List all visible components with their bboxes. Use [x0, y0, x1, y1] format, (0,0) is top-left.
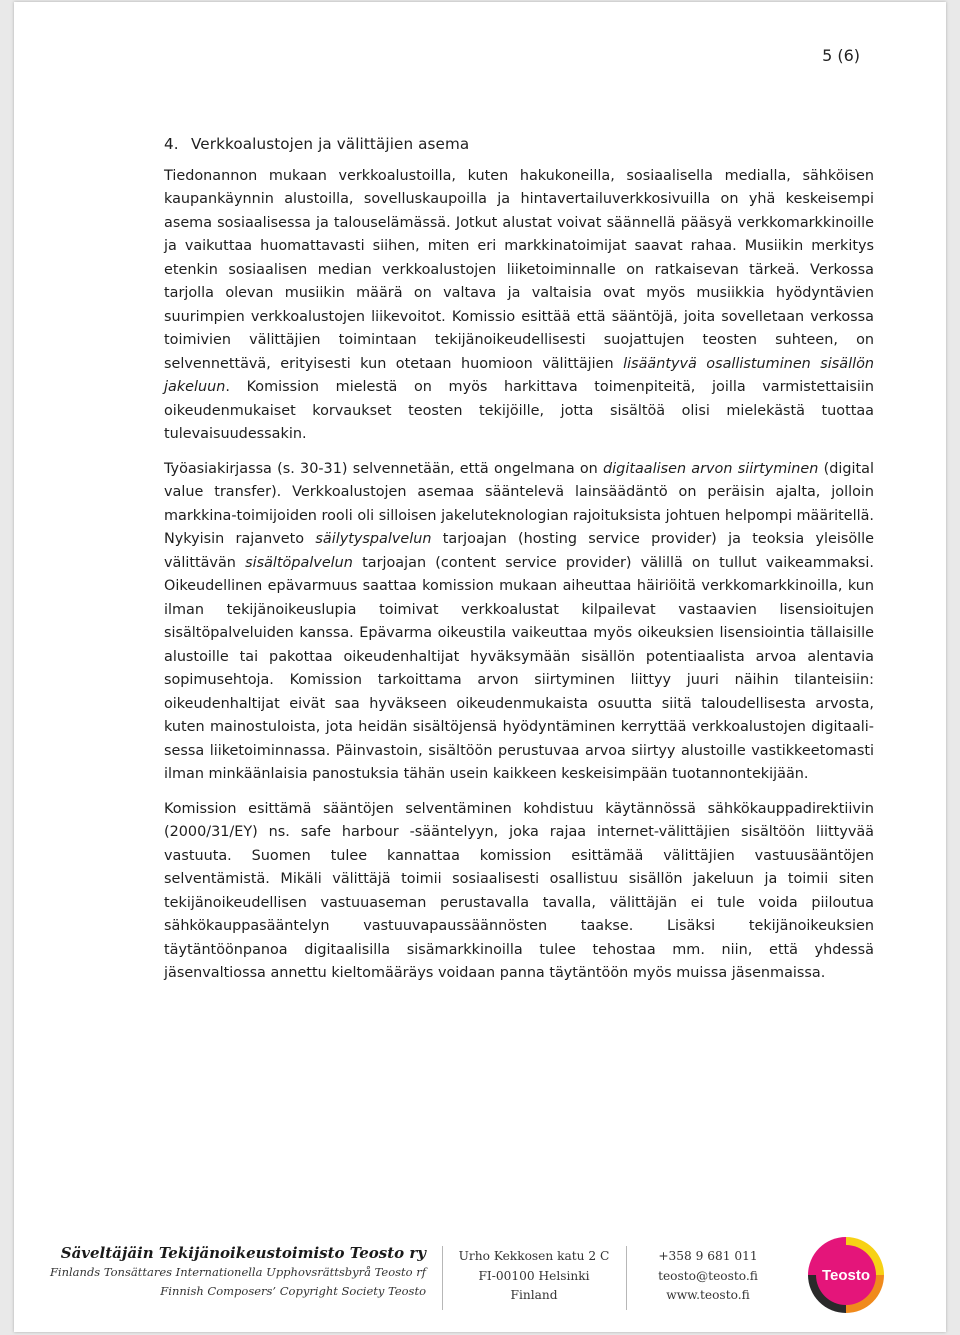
emphasis-run: sisältöpalvelun: [245, 554, 353, 571]
organization-name-swedish: Finlands Tonsättares Internationella Upphovsrättsbyrå Teosto rf: [49, 1265, 426, 1279]
address-street: Urho Kekkosen katu 2 C: [458, 1249, 610, 1263]
website-link[interactable]: www.teosto.fi: [666, 1288, 750, 1302]
address-postal: FI-00100 Helsinki: [478, 1268, 590, 1283]
organization-name: Säveltäjäin Tekijänoikeustoimisto Teosto ry: [60, 1244, 426, 1262]
section-title: Verkkoalustojen ja välittäjien asema: [191, 135, 470, 153]
text-run: tarjoajan (content service provider) välillä on tullut vaikeammaksi. Oikeudellinen epävarmuus saattaa komission mukaan aiheuttaa häiriöitä verkkomarkkinoilla, kun ilman tekijänoikeuslupia toimivat verkkoalustat kilpailevat vastaavien lisensioitujen sisältöpalveluiden kanssa. Epävarma oikeustila vaikeuttaa myös oikeuksien lisensiointia tällaisille alustoille tai pakottaa oikeudenhaltijat hyväksymään sisällön potentiaalista arvoa alentavia sopimusehtoja. Komission tarkoittama arvon siirtyminen liittyy juuri näihin tilanteisiin: oikeudenhaltijat eivät saa hyväkseen oikeudenmukaista osuutta siitä taloudellisesta arvosta, kuten mainostuloista, jota heidän sisältöjensä hyödyntäminen kerryttää verkkoalustojen digitaalisessa liiketoiminnassa. Päinvastoin, sisältöön perustuvaa arvoa siirtyy alustoille vastikkeetomasti ilman minkäänlaisia panostuksia tähän usein kaikkeen keskeisimpään tuotannontekijään.: [164, 554, 874, 782]
letterhead-footer: [14, 1240, 946, 1320]
document-body: [164, 133, 874, 997]
address-country: Finland: [510, 1288, 558, 1302]
document-page: [14, 2, 946, 1332]
section-heading: [164, 133, 874, 157]
email-address[interactable]: teosto@teosto.fi: [658, 1268, 758, 1283]
organization-name-english: Finnish Composers’ Copyright Society Teosto: [160, 1284, 426, 1298]
emphasis-run: säilytyspalvelun: [315, 531, 432, 547]
phone-number: +358 9 681 011: [658, 1249, 758, 1263]
contact-info: [628, 1247, 788, 1306]
logo-text: Teosto: [821, 1267, 871, 1284]
footer-divider: [442, 1246, 443, 1310]
section-number: 4.: [164, 135, 179, 153]
text-run: Komission esittämä sääntöjen selventäminen kohdistuu käytännössä sähkökauppadirektiivin (2000/31/EY) ns. safe harbour -sääntelyyn, joka rajaa internet-välittäjien sisältöön liittyvää vastuuta. Suomen tulee kannattaa komission esittämää välittäjien vastuusääntöjen selventämistä. Mikäli välittäjä toimii sosiaalisesti osallistuu sisällön jakeluun ja toimii siten tekijänoikeudellisen vastuuaseman perustavalla tavalla, välittäjän ei tule voida piiloutua sähkökauppasääntelyn vastuuvapaussäännösten taakse. Lisäksi tekijänoikeuksien täytäntöönpanoa digitaalisilla sisämarkkinoilla tulee tehostaa mm. niin, että yhdessä jäsenvaltiossa annettu kieltomääräys voidaan panna täytäntöön myös muissa jäsenmaissa.: [164, 800, 874, 981]
postal-address: [444, 1247, 624, 1306]
emphasis-run: lisääntyvä osallistuminen sisällön jakeluun: [164, 355, 874, 395]
footer-divider: [626, 1246, 627, 1310]
text-run: . Komission mielestä on myös harkittava toimenpiteitä, joilla varmistettaisiin oikeudenmukaiset korvaukset teosten tekijöille, jotta sisältöä olisi mielekästä tuottaa tulevaisuudessakin.: [164, 379, 874, 442]
text-run: (digital value transfer). Verkkoalustojen asemaa sääntelevä lainsäädäntö on peräisin ajalta, jolloin markkina-toimijoiden rooli oli silloisen jakeluteknologian rajoituksista johtuen helpompi määritellä. Nykyisin rajanveto: [164, 460, 874, 547]
organization-names: [50, 1243, 426, 1301]
paragraph-3: [164, 798, 874, 986]
emphasis-run: digitaalisen arvon siirtyminen: [603, 460, 819, 477]
text-run: tarjoajan (hosting service provider) ja teoksia yleisölle välittävän: [164, 531, 875, 571]
text-run: Työasiakirjassa (s. 30-31) selvennetään, että ongelmana on: [164, 460, 604, 477]
text-run: Tiedonannon mukaan verkkoalustoilla, kuten hakukoneilla, sosiaalisella medialla, sähköisen kaupankäynnin alustoilla, sovelluskaupoilla ja hintavertailuverkkosivuilla on yhä keskeisempi asema sosiaalisessa ja talouselämässä. Jotkut alustat voivat säännellä pääsyä verkkomarkkinoille ja vaikuttaa huomattavasti siihen, miten eri markkinatoimijat saavat rahaa. Musiikin merkitys etenkin sosiaalisen median verkkoalustojen liiketoiminnalle on ratkaisevan tärkeä. Verkossa tarjolla olevan musiikin määrä on valtava ja valtaisia ovat myös musiikkia hyödyntävien suurimpien verkkoalustojen liikevoitot. Komissio esittää että sääntöjä, joita sovelletaan verkossa toimivien välittäjien toimintaan tekijänoikeudellisesti suojattujen teosten suhteen, on selvennettävä, erityisesti kun otetaan huomioon välittäjien: [164, 167, 874, 372]
page-number: 5 (6): [822, 46, 860, 65]
paragraph-1: [164, 165, 874, 447]
paragraph-2: [164, 458, 874, 787]
teosto-logo: [808, 1237, 884, 1313]
